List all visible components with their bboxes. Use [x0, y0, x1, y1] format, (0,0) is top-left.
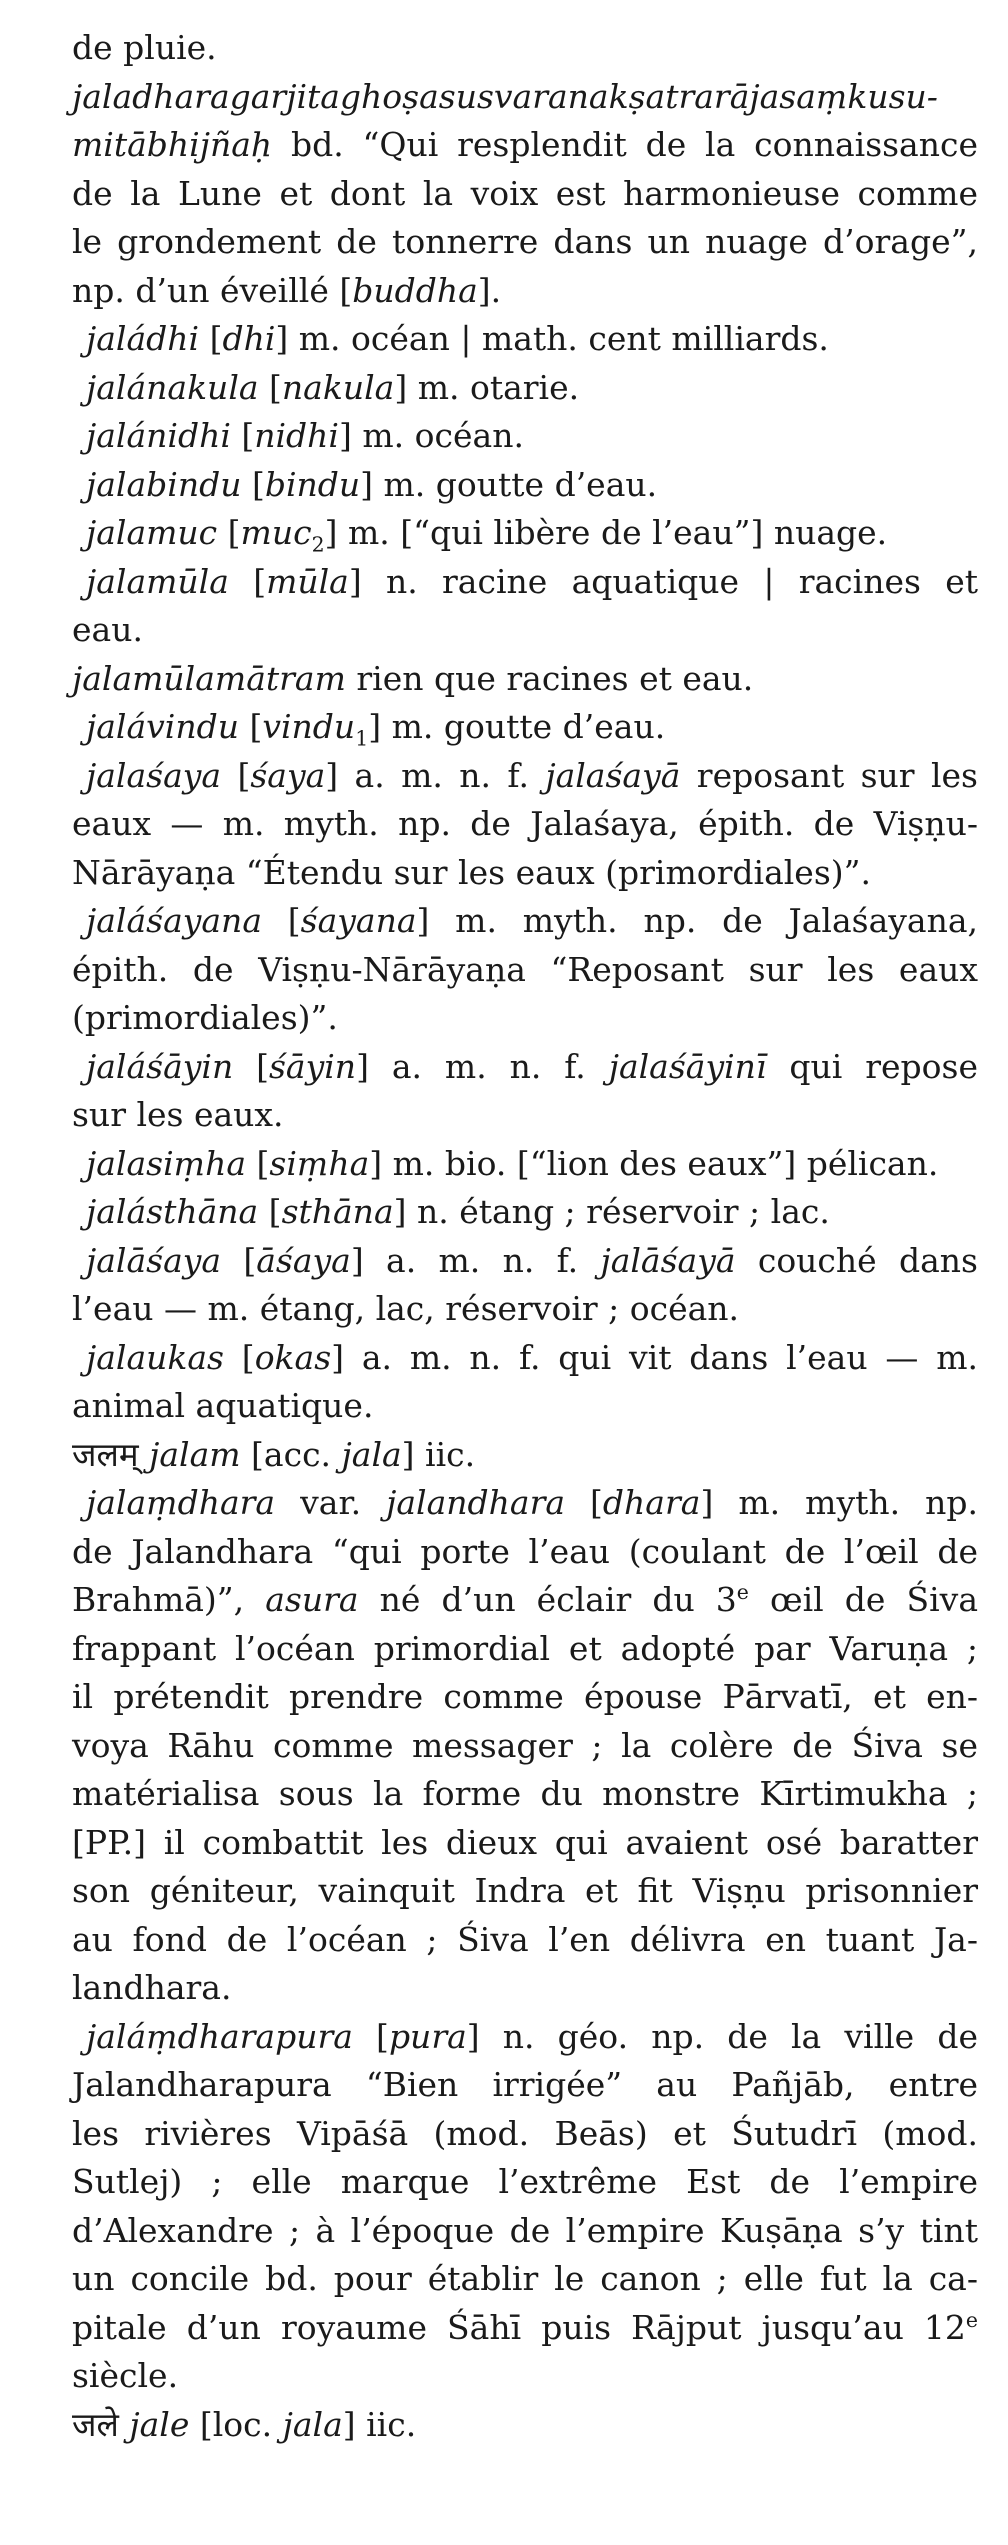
text-segment: de Jalandhara “qui porte l’eau (coulant de l’œil de: [72, 1531, 978, 1571]
headword-text: jalāśaya: [86, 1240, 222, 1280]
headword-text: siṃha: [269, 1143, 370, 1183]
headword-text: nakula: [281, 367, 395, 407]
text-line: [72, 1091, 978, 1140]
text-segment: ] iic.: [401, 1434, 476, 1474]
headword-text: jaláśāyin: [86, 1046, 234, 1086]
text-segment: [: [221, 755, 251, 795]
headword-text: jalánakula: [86, 367, 259, 407]
headword-text: jalam: [149, 1434, 241, 1474]
headword-text: okas: [254, 1337, 332, 1377]
text-line: [72, 2401, 978, 2450]
text-segment: [: [352, 2016, 389, 2056]
text-line: [72, 2255, 978, 2304]
text-segment: [: [258, 367, 282, 407]
text-line: [72, 1867, 978, 1916]
headword-text: jalánidhi: [86, 416, 231, 455]
text-line: [72, 412, 978, 461]
headword-text: jaladharagarjitaghoṣasusvaranakṣatrarājasaṃkusu-: [72, 76, 938, 116]
headword-text: buddha: [352, 270, 478, 310]
text-segment: Brahmā)”,: [72, 1580, 266, 1619]
text-line: [72, 994, 978, 1043]
text-segment: épith. de Viṣṇu-Nārāyaṇa “Reposant sur les eaux: [72, 949, 978, 989]
headword-text: jaládhi: [86, 319, 200, 358]
text-line: [72, 315, 978, 364]
text-segment: frappant l’océan primordial et adopté par Varuṇa ;: [72, 1628, 978, 1668]
headword-text: āśaya: [256, 1240, 351, 1280]
text-segment: [: [565, 1483, 603, 1522]
text-segment: voya Rāhu comme messager ; la colère de Śiva se: [72, 1725, 978, 1765]
headword-text: śayana: [300, 901, 417, 940]
headword-text: jalásthāna: [86, 1192, 259, 1231]
headword-text: jalaukas: [86, 1337, 224, 1377]
headword-text: jalaśaya: [86, 755, 222, 795]
text-segment: [: [217, 513, 241, 552]
text-segment: eaux — m. myth. np. de Jalaśaya, épith. de Viṣṇu-: [72, 804, 978, 843]
text-segment: [: [238, 707, 263, 746]
text-segment: np. d’un éveillé [: [72, 270, 353, 310]
text-line: [72, 218, 978, 267]
text-line: [72, 1964, 978, 2013]
devanagari-text: जले: [72, 2404, 119, 2444]
text-segment: [: [233, 1046, 269, 1086]
text-segment: ] a. m. n. f.: [356, 1046, 609, 1086]
headword-text: jalaśayā: [545, 755, 681, 795]
headword-text: mūla: [266, 561, 349, 601]
text-segment: ] m. océan | math. cent milliards.: [275, 319, 829, 358]
text-line: [72, 2207, 978, 2256]
text-segment: landhara.: [72, 1968, 232, 2007]
text-segment: au fond de l’océan ; Śiva l’en délivra en tuant Ja-: [72, 1919, 978, 1959]
text-line: [72, 606, 978, 655]
text-segment: [: [258, 1192, 282, 1231]
text-segment: ] n. racine aquatique | racines et: [348, 561, 978, 601]
text-segment: qui repose: [766, 1046, 978, 1086]
headword-text: jalabindu: [86, 464, 242, 504]
headword-text: jalamuc: [86, 513, 218, 552]
text-line: [72, 2158, 978, 2207]
text-segment: [: [262, 901, 301, 940]
devanagari-text: जलम्: [72, 1434, 139, 1474]
text-line: [72, 897, 978, 946]
text-segment: de pluie.: [72, 28, 217, 67]
text-segment: e: [736, 1580, 749, 1604]
dictionary-text: [72, 24, 978, 2449]
text-line: [72, 121, 978, 170]
text-segment: (primordiales)”.: [72, 998, 338, 1037]
headword-text: jaláśayana: [86, 901, 262, 940]
text-segment: l’eau — m. étang, lac, réservoir ; océan.: [72, 1289, 740, 1328]
text-line: [72, 1043, 978, 1092]
headword-text: nidhi: [254, 416, 339, 455]
text-segment: animal aquatique.: [72, 1386, 374, 1425]
text-segment: Nārāyaṇa “Étendu sur les eaux (primordiales)”.: [72, 852, 871, 892]
text-line: [72, 703, 978, 752]
text-segment: 2: [311, 532, 325, 557]
headword-text: jale: [129, 2404, 190, 2444]
text-segment: ] m. goutte d’eau.: [368, 707, 666, 746]
headword-text: jala: [341, 1434, 402, 1474]
text-line: [72, 1237, 978, 1286]
text-segment: œil de Śiva: [748, 1580, 978, 1619]
text-line: [72, 73, 978, 122]
headword-text: dhara: [602, 1483, 701, 1522]
headword-text: śaya: [250, 755, 326, 795]
text-segment: couché dans: [735, 1240, 978, 1280]
headword-text: dhi: [222, 319, 276, 358]
text-segment: né d’un éclair du 3: [358, 1580, 737, 1619]
text-segment: ] m. myth. np. de Jalaśayana,: [416, 901, 978, 940]
text-segment: [acc.: [240, 1434, 342, 1474]
text-segment: bd. “Qui resplendit de la connaissance: [272, 125, 978, 164]
text-line: [72, 2352, 978, 2401]
headword-text: jalávindu: [86, 707, 239, 746]
text-line: [72, 1770, 978, 1819]
text-line: [72, 267, 978, 316]
headword-text: jalasiṃha: [86, 1143, 247, 1183]
text-segment: e: [965, 2307, 978, 2332]
text-segment: ] m. [“qui libère de l’eau”] nuage.: [324, 513, 888, 552]
text-segment: rien que racines et eau.: [345, 658, 754, 698]
text-line: [72, 1819, 978, 1868]
text-line: [72, 946, 978, 995]
text-segment: [loc.: [189, 2404, 283, 2444]
text-segment: il prétendit prendre comme épouse Pārvatī, et en-: [72, 1677, 978, 1716]
headword-text: jalandhara: [386, 1483, 566, 1522]
text-line: [72, 1576, 978, 1625]
text-line: [72, 1528, 978, 1577]
text-segment: sur les eaux.: [72, 1095, 284, 1134]
text-segment: ] a. m. n. f. qui vit dans l’eau — m.: [331, 1337, 978, 1377]
text-segment: ] m. otarie.: [394, 367, 580, 407]
headword-text: bindu: [264, 464, 361, 504]
text-line: [72, 24, 978, 73]
text-segment: ] a. m. n. f.: [325, 755, 546, 795]
headword-text: vindu: [262, 707, 356, 746]
text-line: [72, 2013, 978, 2062]
headword-text: jalāśayā: [600, 1240, 736, 1280]
text-line: [72, 1140, 978, 1189]
headword-text: jalamūla: [86, 561, 229, 601]
text-line: [72, 1334, 978, 1383]
text-segment: ] m. goutte d’eau.: [360, 464, 658, 504]
text-segment: le grondement de tonnerre dans un nuage d’orage”,: [72, 222, 978, 261]
text-line: [72, 1382, 978, 1431]
text-segment: d’Alexandre ; à l’époque de l’empire Kuṣāṇa s’y tint: [72, 2210, 978, 2250]
text-segment: [139, 1435, 150, 1474]
text-line: [72, 1625, 978, 1674]
headword-text: jala: [282, 2404, 343, 2444]
text-segment: [: [221, 1240, 257, 1280]
text-line: [72, 1188, 978, 1237]
text-line: [72, 1722, 978, 1771]
text-segment: de la Lune et dont la voix est harmonieuse comme: [72, 173, 978, 213]
headword-text: sthāna: [281, 1192, 394, 1231]
text-segment: Jalandharapura “Bien irrigée” au Pañjāb, entre: [72, 2065, 978, 2104]
text-line: [72, 509, 978, 558]
text-line: [72, 752, 978, 801]
text-segment: ].: [477, 270, 502, 310]
text-segment: matérialisa sous la forme du monstre Kīrtimukha ;: [72, 1774, 978, 1813]
text-segment: son géniteur, vainquit Indra et fit Viṣṇu prisonnier: [72, 1871, 978, 1910]
headword-text: jaláṃdharapura: [86, 2016, 353, 2056]
headword-text: jalamūlamātram: [72, 658, 346, 698]
text-segment: ] n. étang ; réservoir ; lac.: [393, 1192, 830, 1231]
text-line: [72, 170, 978, 219]
text-segment: ] m. bio. [“lion des eaux”] pélican.: [369, 1143, 939, 1183]
headword-text: jalaśāyinī: [608, 1046, 767, 1086]
text-line: [72, 800, 978, 849]
headword-text: mitābhijñaḥ: [72, 125, 273, 164]
text-segment: les rivières Vipāśā (mod. Beās) et Śutudrī (mod.: [72, 2113, 978, 2153]
text-segment: eau.: [72, 610, 143, 649]
text-line: [72, 655, 978, 704]
text-line: [72, 2110, 978, 2159]
text-line: [72, 364, 978, 413]
text-segment: Sutlej) ; elle marque l’extrême Est de l’empire: [72, 2162, 978, 2201]
text-segment: [: [228, 561, 267, 601]
text-line: [72, 558, 978, 607]
text-segment: var.: [275, 1483, 387, 1522]
text-segment: [119, 2405, 130, 2444]
text-segment: [: [241, 464, 265, 504]
headword-text: muc: [240, 513, 312, 552]
text-segment: ] a. m. n. f.: [350, 1240, 601, 1280]
text-line: [72, 1479, 978, 1528]
text-line: [72, 1673, 978, 1722]
text-line: [72, 461, 978, 510]
text-segment: [: [230, 416, 255, 455]
text-line: [72, 849, 978, 898]
text-line: [72, 2304, 978, 2353]
text-line: [72, 2061, 978, 2110]
text-segment: 1: [355, 726, 369, 751]
text-segment: [: [224, 1337, 255, 1377]
headword-text: asura: [265, 1580, 359, 1619]
text-segment: ] n. géo. np. de la ville de: [466, 2016, 978, 2056]
text-segment: pitale d’un royaume Śāhī puis Rājput jusqu’au 12: [72, 2307, 966, 2347]
text-segment: un concile bd. pour établir le canon ; elle fut la ca-: [72, 2259, 978, 2298]
text-segment: reposant sur les: [680, 755, 978, 795]
text-segment: [PP.] il combattit les dieux qui avaient osé baratter: [72, 1822, 978, 1862]
headword-text: jalaṃdhara: [86, 1483, 276, 1522]
text-line: [72, 1916, 978, 1965]
text-segment: [: [199, 319, 223, 358]
text-line: [72, 1285, 978, 1334]
text-segment: ] m. océan.: [339, 416, 524, 455]
text-line: [72, 1431, 978, 1480]
text-segment: [: [246, 1143, 270, 1183]
text-segment: ] iic.: [342, 2404, 417, 2444]
headword-text: śāyin: [269, 1046, 357, 1086]
headword-text: pura: [388, 2016, 467, 2056]
text-segment: ] m. myth. np.: [700, 1483, 978, 1522]
text-segment: siècle.: [72, 2356, 179, 2395]
